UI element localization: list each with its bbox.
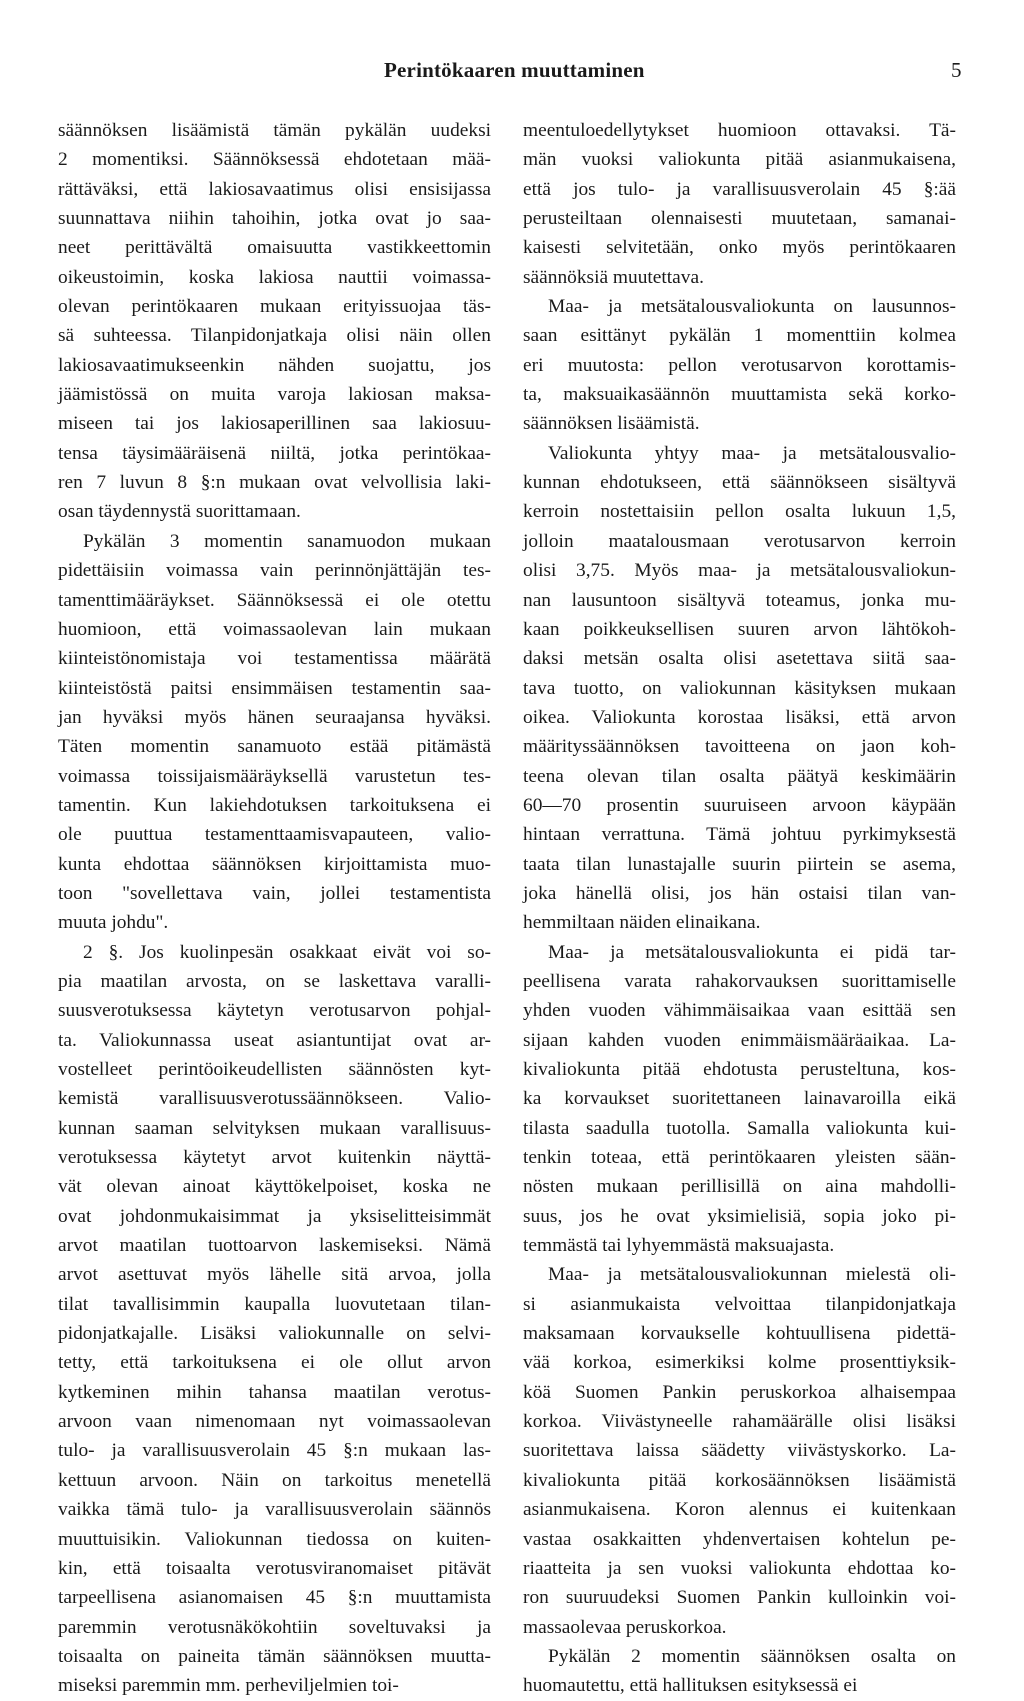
text-line: ren 7 luvun 8 §:n mukaan ovat velvollisia laki- <box>58 472 491 494</box>
text-line: sijaan kahden vuoden enimmäismääräaikaa. La- <box>523 1029 956 1051</box>
text-line: vaikka tämä tulo- ja varallisuusverolain säännös <box>58 1499 491 1521</box>
text-line: Maa- ja metsätalousvaliokunta on lausunnos- <box>548 296 956 318</box>
text-line: maksamaan korvaukselle kohtuullisena pidettä- <box>523 1323 956 1345</box>
text-line: että jos tulo- ja varallisuusverolain 45 §:ää <box>523 178 956 200</box>
text-line: ole puuttua testamenttaamisvapauteen, valio- <box>58 824 491 846</box>
text-line: kunnan saaman selvityksen mukaan varallisuus- <box>58 1117 491 1139</box>
text-line: si asianmukaista velvoittaa tilanpidonjatkaja <box>523 1293 956 1315</box>
text-line: 60—70 prosentin suuruiseen arvoon käypään <box>523 794 956 816</box>
text-line: kiinteistöstä paitsi ensimmäisen testamentin saa- <box>58 677 491 699</box>
text-line: tensa täysimääräisenä niiltä, jotka perintökaa- <box>58 442 491 464</box>
text-line: oikeustoimin, koska lakiosa nauttii voimassa- <box>58 266 491 288</box>
text-line: muuta johdu". <box>58 912 169 934</box>
text-line: ron suuruudeksi Suomen Pankin kulloinkin voi- <box>523 1587 956 1609</box>
text-line: korkoa. Viivästyneelle rahamäärälle olisi lisäksi <box>523 1411 956 1433</box>
text-line: kytkeminen mihin tahansa maatilan verotus- <box>58 1381 491 1403</box>
text-line: asianmukaisena. Koron alennus ei kuitenkaan <box>523 1499 956 1521</box>
text-line: pidonjatkajalle. Lisäksi valiokunnalle on selvi- <box>58 1323 491 1345</box>
text-line: vastaa osakkaitten yhdenvertaisen kohtelun pe- <box>523 1528 956 1550</box>
text-line: toisaalta on paineita tämän säännöksen muutta- <box>58 1645 491 1667</box>
right-text-column <box>523 116 956 1701</box>
text-line: huomautettu, että hallituksen esityksessä ei <box>523 1675 858 1697</box>
text-line: jan hyväksi myös hänen seuraajansa hyväksi. <box>58 706 491 728</box>
text-line: kivaliokunta pitää ehdotusta perusteltuna, kos- <box>523 1059 956 1080</box>
text-line: osan täydennystä suorittamaan. <box>58 501 301 523</box>
text-line: meentuloedellytykset huomioon ottavaksi. Tä- <box>523 120 956 141</box>
text-line: verotuksessa käytetyt arvot kuitenkin näyttä- <box>58 1147 491 1169</box>
text-line: pidettäisiin voimassa vain perinnönjättäjän tes- <box>58 560 491 582</box>
text-line: lakiosavaatimukseenkin nähden suojattu, jos <box>58 354 491 376</box>
text-line: arvot asettuvat myös lähelle sitä arvoa, jolla <box>58 1264 491 1286</box>
text-line: tetty, että tarkoituksena ei ole ollut arvon <box>58 1352 491 1374</box>
text-line: voimassa toissijaismääräyksellä varustetun tes- <box>58 765 491 787</box>
text-line: pia maatilan arvosta, on se laskettava varalli- <box>58 970 491 992</box>
text-line: säännöksiä muutettava. <box>523 266 704 288</box>
text-line: suus, jos he ovat yksimielisiä, sopia joko pi- <box>523 1205 956 1227</box>
text-line: perusteiltaan olennaisesti muutetaan, samanai- <box>523 208 956 230</box>
text-line: Valiokunta yhtyy maa- ja metsätalousvalio- <box>548 442 956 464</box>
text-line: daksi metsän osalta olisi asetettava siitä saa- <box>523 648 956 670</box>
text-line: suoritettava laissa säädetty viivästyskorko. La- <box>523 1440 956 1462</box>
text-line: kaan poikkeuksellisen suuren arvon lähtökoh- <box>523 618 956 640</box>
text-line: Pykälän 2 momentin säännöksen osalta on <box>548 1645 956 1667</box>
text-line: taata tilan lunastajalle suurin piirtein se asema, <box>523 853 956 875</box>
text-line: toon "sovellettava vain, jollei testamentista <box>58 882 491 904</box>
text-line: kaisesti selvitetään, onko myös perintökaaren <box>523 237 956 259</box>
text-line: miseen tai jos lakiosaperillinen saa lakiosuu- <box>58 413 491 435</box>
text-line: jäämistössä on muita varoja lakiosan maksa- <box>58 384 491 406</box>
text-line: kemistä varallisuusverotussäännökseen. Valio- <box>58 1088 491 1110</box>
text-line: tulo- ja varallisuusverolain 45 §:n mukaan las- <box>58 1440 491 1462</box>
text-line: kivaliokunta pitää korkosäännöksen lisäämistä <box>523 1469 956 1491</box>
text-line: peellisena varata rahakorvauksen suorittamiselle <box>523 970 956 992</box>
text-line: tenkin toteaa, että perintökaaren yleisten sään- <box>523 1147 956 1169</box>
text-line: kunnan ehdotukseen, että säännökseen sisältyvä <box>523 472 956 494</box>
text-line: eri muutosta: pellon verotusarvon korottamis- <box>523 354 956 376</box>
text-line: nan lausuntoon sisältyvä toteamus, jonka mu- <box>523 589 956 611</box>
text-line: neet perittävältä omaisuutta vastikkeettomin <box>58 237 491 259</box>
text-line: Pykälän 3 momentin sanamuodon mukaan <box>83 530 491 552</box>
page-number: 5 <box>951 58 962 82</box>
text-line: kunta ehdottaa säännöksen kirjoittamista muo- <box>58 853 491 875</box>
text-line: yhden vuoden vähimmäisaikaa vaan esittää sen <box>523 1000 956 1022</box>
text-line: olisi 3,75. Myös maa- ja metsätalousvaliokun- <box>523 560 956 582</box>
text-line: vää korkoa, esimerkiksi kolme prosenttiyksik- <box>523 1352 956 1374</box>
text-line: ta, maksuaikasäännön muuttamista sekä korko- <box>523 384 956 406</box>
text-line: ovat johdonmukaisimmat ja yksiselitteisimmät <box>58 1205 491 1227</box>
text-line: huomioon, että voimassaolevan lain mukaan <box>58 618 491 640</box>
text-line: tarpeellisena asianomaisen 45 §:n muuttamista <box>58 1587 491 1609</box>
text-line: män vuoksi valiokunta pitää asianmukaisena, <box>523 149 956 171</box>
text-line: arvot maatilan tuottoarvon laskemiseksi. Nämä <box>58 1235 491 1257</box>
text-line: miseksi paremmin mm. perheviljelmien toi- <box>58 1675 399 1697</box>
text-line: massaolevaa peruskorkoa. <box>523 1616 727 1638</box>
text-line: hemmiltaan näiden elinaikana. <box>523 912 761 934</box>
text-line: kerroin nostettaisiin pellon osalta lukuun 1,5, <box>523 501 956 523</box>
text-line: olevan perintökaaren mukaan erityissuojaa täs- <box>58 296 491 318</box>
text-line: oikea. Valiokunta korostaa lisäksi, että arvon <box>523 706 956 728</box>
text-line: paremmin verotusnäkökohtiin soveltuvaksi ja <box>58 1616 491 1638</box>
text-line: saan esittänyt pykälän 1 momenttiin kolmea <box>523 325 956 347</box>
text-line: sä suhteessa. Tilanpidonjatkaja olisi näin ollen <box>58 325 491 347</box>
text-line: tamentin. Kun lakiehdotuksen tarkoituksena ei <box>58 794 491 816</box>
text-line: rättäväksi, että lakiosavaatimus olisi ensisijassa <box>58 178 491 200</box>
text-line: tilat tavallisimmin kaupalla luovutetaan tilan- <box>58 1293 491 1315</box>
text-line: 2 momentiksi. Säännöksessä ehdotetaan mää- <box>58 149 491 171</box>
text-line: Täten momentin sanamuoto estää pitämästä <box>58 736 491 758</box>
text-line: jolloin maatalousmaan verotusarvon kerroin <box>523 530 956 552</box>
text-line: temmästä tai lyhyemmästä maksuajasta. <box>523 1235 835 1257</box>
running-title: Perintökaaren muuttaminen <box>384 58 645 82</box>
text-line: joka hänellä olisi, jos hän ostaisi tilan van- <box>523 882 956 904</box>
text-line: vät olevan ainoat käyttökelpoiset, koska ne <box>58 1176 491 1198</box>
text-line: määrityssäännöksen tavoitteena on jaon koh- <box>523 736 956 758</box>
text-line: tamenttimääräykset. Säännöksessä ei ole otettu <box>58 589 491 611</box>
text-line: ka korvaukset suoritettaneen lainavaroilla eikä <box>523 1088 956 1110</box>
text-line: säännöksen lisäämistä. <box>523 413 700 435</box>
text-line: Maa- ja metsätalousvaliokunta ei pidä tar- <box>548 941 956 963</box>
text-line: köä Suomen Pankin peruskorkoa alhaisempaa <box>523 1381 956 1403</box>
text-line: kin, että toisaalta verotusviranomaiset pitävät <box>58 1557 491 1579</box>
text-line: kettuun arvoon. Näin on tarkoitus menetellä <box>58 1469 491 1491</box>
text-line: 2 §. Jos kuolinpesän osakkaat eivät voi so- <box>83 941 491 963</box>
left-text-column <box>58 116 491 1701</box>
text-line: teena olevan tilan osalta päätyä keskimäärin <box>523 765 956 787</box>
text-line: nösten mukaan perillisillä on aina mahdolli- <box>523 1176 956 1198</box>
text-line: tava tuotto, on valiokunnan käsityksen mukaan <box>523 677 956 699</box>
text-line: ta. Valiokunnassa useat asiantuntijat ovat ar- <box>58 1029 491 1051</box>
text-line: hintaan verrattuna. Tämä johtuu pyrkimyksestä <box>523 824 956 846</box>
text-line: muuttuisikin. Valiokunnan tiedossa on kuiten- <box>58 1528 491 1550</box>
text-line: säännöksen lisäämistä tämän pykälän uudeksi <box>58 120 491 141</box>
text-line: riaatteita ja sen vuoksi valiokunta ehdottaa ko- <box>523 1557 956 1579</box>
text-line: vostelleet perintöoikeudellisten säännösten kyt- <box>58 1059 491 1080</box>
text-line: suusverotuksessa käytetyn verotusarvon pohjal- <box>58 1000 491 1022</box>
text-line: tilasta saadulla tuotolla. Samalla valiokunta kui- <box>523 1117 956 1139</box>
text-line: Maa- ja metsätalousvaliokunnan mielestä oli- <box>548 1264 956 1286</box>
text-line: arvoon vaan nimenomaan nyt voimassaolevan <box>58 1411 491 1433</box>
text-line: suunnattava niihin tahoihin, jotka ovat jo saa- <box>58 208 491 230</box>
text-line: kiinteistönomistaja voi testamentissa määrätä <box>58 648 491 670</box>
